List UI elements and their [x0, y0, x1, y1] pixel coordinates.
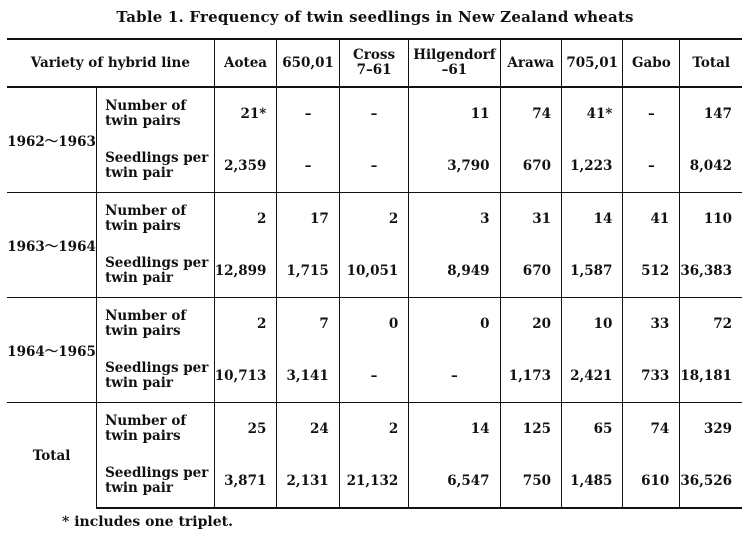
cell-650-01: 1,715	[277, 245, 339, 298]
header-total: Total	[680, 39, 742, 87]
cell-hilgendorf: 3	[409, 193, 500, 246]
cell-total: 36,383	[680, 245, 742, 298]
cell-aotea: 2	[214, 193, 277, 246]
cell-650-01: 3,141	[277, 350, 339, 403]
cell-gabo: –	[623, 140, 680, 193]
cell-cross: 0	[339, 298, 409, 351]
table-row	[7, 193, 742, 246]
table-row	[7, 87, 742, 140]
cell-arawa: 1,173	[500, 350, 561, 403]
cell-650-01: 2,131	[277, 455, 339, 508]
row-label-seedlings: Seedlings per twin pair	[97, 245, 215, 298]
row-label-pairs: Number of twin pairs	[97, 87, 215, 140]
cell-cross: –	[339, 140, 409, 193]
cell-gabo: 33	[623, 298, 680, 351]
cell-gabo: 74	[623, 403, 680, 456]
table-row	[7, 403, 742, 456]
table-row	[7, 455, 742, 508]
twin-seedlings-table	[7, 38, 742, 509]
row-label-pairs: Number of twin pairs	[97, 193, 215, 246]
cell-aotea: 2	[214, 298, 277, 351]
cell-cross: 21,132	[339, 455, 409, 508]
cell-650-01: 17	[277, 193, 339, 246]
table-row	[7, 298, 742, 351]
cell-total: 110	[680, 193, 742, 246]
cell-hilgendorf: –	[409, 350, 500, 403]
header-variety: Variety of hybrid line	[7, 39, 214, 87]
table-row	[7, 350, 742, 403]
cell-arawa: 750	[500, 455, 561, 508]
period-label: Total	[7, 403, 97, 509]
cell-hilgendorf: 14	[409, 403, 500, 456]
row-label-pairs: Number of twin pairs	[97, 298, 215, 351]
cell-705-01: 14	[561, 193, 622, 246]
table-row	[7, 245, 742, 298]
cell-gabo: 512	[623, 245, 680, 298]
cell-hilgendorf: 6,547	[409, 455, 500, 508]
cell-total: 18,181	[680, 350, 742, 403]
cell-650-01: –	[277, 140, 339, 193]
header-row	[7, 39, 742, 87]
cell-650-01: 24	[277, 403, 339, 456]
cell-total: 8,042	[680, 140, 742, 193]
cell-hilgendorf: 8,949	[409, 245, 500, 298]
cell-arawa: 125	[500, 403, 561, 456]
cell-650-01: 7	[277, 298, 339, 351]
row-label-seedlings: Seedlings per twin pair	[97, 140, 215, 193]
cell-aotea: 3,871	[214, 455, 277, 508]
cell-gabo: 41	[623, 193, 680, 246]
period-label: 1962～1963	[7, 134, 96, 150]
cell-cross: 2	[339, 403, 409, 456]
footnote: * includes one triplet.	[62, 514, 233, 530]
cell-aotea: 10,713	[214, 350, 277, 403]
cell-cross: –	[339, 350, 409, 403]
cell-aotea: 21*	[214, 87, 277, 140]
table-caption: Table 1. Frequency of twin seedlings in New Zealand wheats	[116, 8, 634, 26]
period-label: 1964～1965	[7, 298, 97, 403]
cell-705-01: 41*	[561, 87, 622, 140]
table-body	[7, 87, 742, 508]
cell-total: 72	[680, 298, 742, 351]
cell-arawa: 74	[500, 87, 561, 140]
cell-arawa: 31	[500, 193, 561, 246]
header-hilgendorf: Hilgendorf –61	[409, 39, 500, 87]
cell-705-01: 1,587	[561, 245, 622, 298]
row-label-pairs: Number of twin pairs	[97, 403, 215, 456]
cell-hilgendorf: 11	[409, 87, 500, 140]
cell-cross: 2	[339, 193, 409, 246]
cell-total: 147	[680, 87, 742, 140]
cell-cross: 10,051	[339, 245, 409, 298]
cell-705-01: 2,421	[561, 350, 622, 403]
cell-arawa: 670	[500, 140, 561, 193]
cell-aotea: 2,359	[214, 140, 277, 193]
cell-650-01: –	[277, 87, 339, 140]
cell-cross: –	[339, 87, 409, 140]
header-aotea: Aotea	[214, 39, 277, 87]
header-705-01: 705,01	[561, 39, 622, 87]
header-arawa: Arawa	[500, 39, 561, 87]
cell-gabo: –	[623, 87, 680, 140]
row-label-seedlings: Seedlings per twin pair	[97, 455, 215, 508]
header-gabo: Gabo	[623, 39, 680, 87]
cell-total: 329	[680, 403, 742, 456]
header-cross: Cross 7–61	[339, 39, 409, 87]
cell-705-01: 10	[561, 298, 622, 351]
cell-gabo: 610	[623, 455, 680, 508]
cell-705-01: 1,223	[561, 140, 622, 193]
cell-hilgendorf: 3,790	[409, 140, 500, 193]
cell-hilgendorf: 0	[409, 298, 500, 351]
cell-aotea: 12,899	[214, 245, 277, 298]
row-label-seedlings: Seedlings per twin pair	[97, 350, 215, 403]
cell-arawa: 20	[500, 298, 561, 351]
period-label: 1963～1964	[7, 193, 97, 298]
cell-705-01: 1,485	[561, 455, 622, 508]
cell-aotea: 25	[214, 403, 277, 456]
cell-gabo: 733	[623, 350, 680, 403]
cell-705-01: 65	[561, 403, 622, 456]
cell-total: 36,526	[680, 455, 742, 508]
cell-arawa: 670	[500, 245, 561, 298]
header-650-01: 650,01	[277, 39, 339, 87]
table-row	[7, 140, 742, 193]
